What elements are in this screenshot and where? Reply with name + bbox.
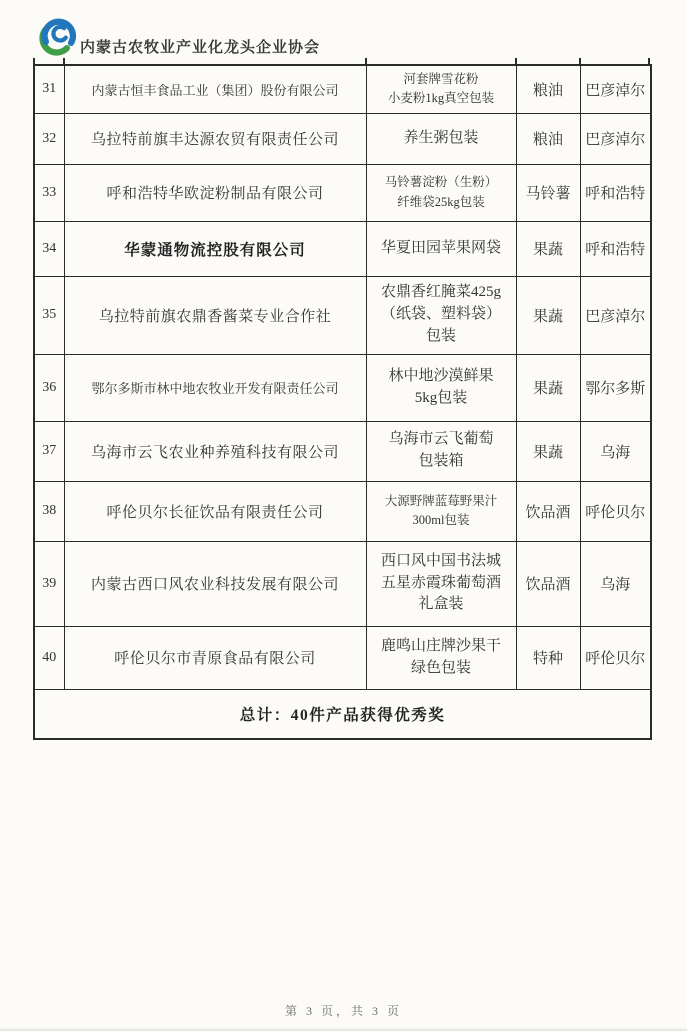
product-line: 五星赤霞珠葡萄酒 — [380, 574, 501, 591]
product-name — [366, 221, 516, 276]
product-line: 绿色包装 — [410, 659, 471, 676]
category: 马铃薯 — [516, 164, 580, 221]
product-line: 农鼎香红腌菜425g — [380, 284, 501, 301]
product-line: 河套牌雪花粉 — [403, 71, 479, 86]
table-row — [34, 276, 651, 354]
company-name: 鄂尔多斯市林中地农牧业开发有限责任公司 — [64, 354, 366, 421]
row-number: 37 — [34, 421, 64, 481]
total-row — [34, 689, 651, 739]
company-name: 内蒙古恒丰食品工业（集团）股份有限公司 — [64, 65, 366, 113]
org-name: 内蒙古农牧业产业化龙头企业协会 — [80, 39, 321, 56]
table-row — [34, 626, 651, 689]
company-name: 呼伦贝尔市青原食品有限公司 — [64, 626, 366, 689]
table-row — [34, 164, 651, 221]
table-row — [34, 541, 651, 626]
product-line: （纸袋、塑料袋） — [380, 306, 501, 323]
city: 乌海 — [580, 541, 651, 626]
company-name: 内蒙古西口风农业科技发展有限公司 — [64, 541, 366, 626]
product-line: 5kg包装 — [414, 389, 468, 406]
city: 呼和浩特 — [580, 164, 651, 221]
product-name — [366, 541, 516, 626]
product-name — [366, 276, 516, 354]
product-line: 包装 — [425, 327, 456, 344]
company-name: 乌拉特前旗农鼎香酱菜专业合作社 — [64, 276, 366, 354]
table-row — [34, 65, 651, 113]
table-row — [34, 354, 651, 421]
product-name — [366, 164, 516, 221]
page-number: 第 3 页，共 3 页 — [284, 1004, 402, 1018]
row-number: 35 — [34, 276, 64, 354]
company-name: 乌海市云飞农业种养殖科技有限公司 — [64, 421, 366, 481]
city: 巴彦淖尔 — [580, 113, 651, 164]
row-number: 40 — [34, 626, 64, 689]
category: 果蔬 — [516, 221, 580, 276]
product-line: 西口风中国书法城 — [380, 552, 501, 569]
product-line: 林中地沙漠鲜果 — [388, 367, 494, 384]
row-number: 32 — [34, 113, 64, 164]
total-label: 总计：40件产品获得优秀奖 — [34, 689, 651, 739]
product-line: 养生粥包装 — [403, 129, 479, 146]
product-name — [366, 481, 516, 541]
city: 巴彦淖尔 — [580, 276, 651, 354]
row-number: 38 — [34, 481, 64, 541]
product-name — [366, 65, 516, 113]
product-line: 大源野牌蓝莓野果汁 — [384, 493, 498, 508]
association-logo-icon — [38, 14, 80, 56]
category: 粮油 — [516, 113, 580, 164]
row-number: 39 — [34, 541, 64, 626]
company-name: 呼和浩特华欧淀粉制品有限公司 — [64, 164, 366, 221]
product-line: 纤维袋25kg包装 — [397, 194, 485, 209]
city: 呼和浩特 — [580, 221, 651, 276]
product-line: 包装箱 — [418, 453, 464, 469]
category: 饮品酒 — [516, 481, 580, 541]
city: 呼伦贝尔 — [580, 626, 651, 689]
category: 特种 — [516, 626, 580, 689]
category: 饮品酒 — [516, 541, 580, 626]
category: 粮油 — [516, 65, 580, 113]
company-name: 华蒙通物流控股有限公司 — [64, 221, 366, 276]
product-name — [366, 354, 516, 421]
product-name — [366, 626, 516, 689]
city: 呼伦贝尔 — [580, 481, 651, 541]
scan-edge — [0, 1027, 687, 1031]
table-row — [34, 221, 651, 276]
product-name — [366, 113, 516, 164]
row-number: 31 — [34, 65, 64, 113]
category: 果蔬 — [516, 354, 580, 421]
company-name: 呼伦贝尔长征饮品有限责任公司 — [64, 481, 366, 541]
table-row — [34, 421, 651, 481]
product-name — [366, 421, 516, 481]
product-line: 小麦粉1kg真空包装 — [387, 91, 495, 106]
table-row — [34, 113, 651, 164]
table-row — [34, 481, 651, 541]
city: 鄂尔多斯 — [580, 354, 651, 421]
award-products-table — [33, 64, 652, 740]
logo-inner-swirl — [53, 27, 65, 41]
category: 果蔬 — [516, 421, 580, 481]
product-line: 鹿鸣山庄牌沙果干 — [380, 637, 501, 654]
product-line: 礼盒装 — [418, 596, 464, 613]
company-name: 乌拉特前旗丰达源农贸有限责任公司 — [64, 113, 366, 164]
product-line: 300ml包装 — [412, 513, 470, 527]
row-number: 33 — [34, 164, 64, 221]
city: 巴彦淖尔 — [580, 65, 651, 113]
city: 乌海 — [580, 421, 651, 481]
row-number: 36 — [34, 354, 64, 421]
product-line: 华夏田园苹果网袋 — [380, 239, 501, 256]
product-line: 乌海市云飞葡萄 — [388, 431, 494, 448]
product-line: 马铃薯淀粉（生粉） — [384, 175, 498, 190]
row-number: 34 — [34, 221, 64, 276]
category: 果蔬 — [516, 276, 580, 354]
